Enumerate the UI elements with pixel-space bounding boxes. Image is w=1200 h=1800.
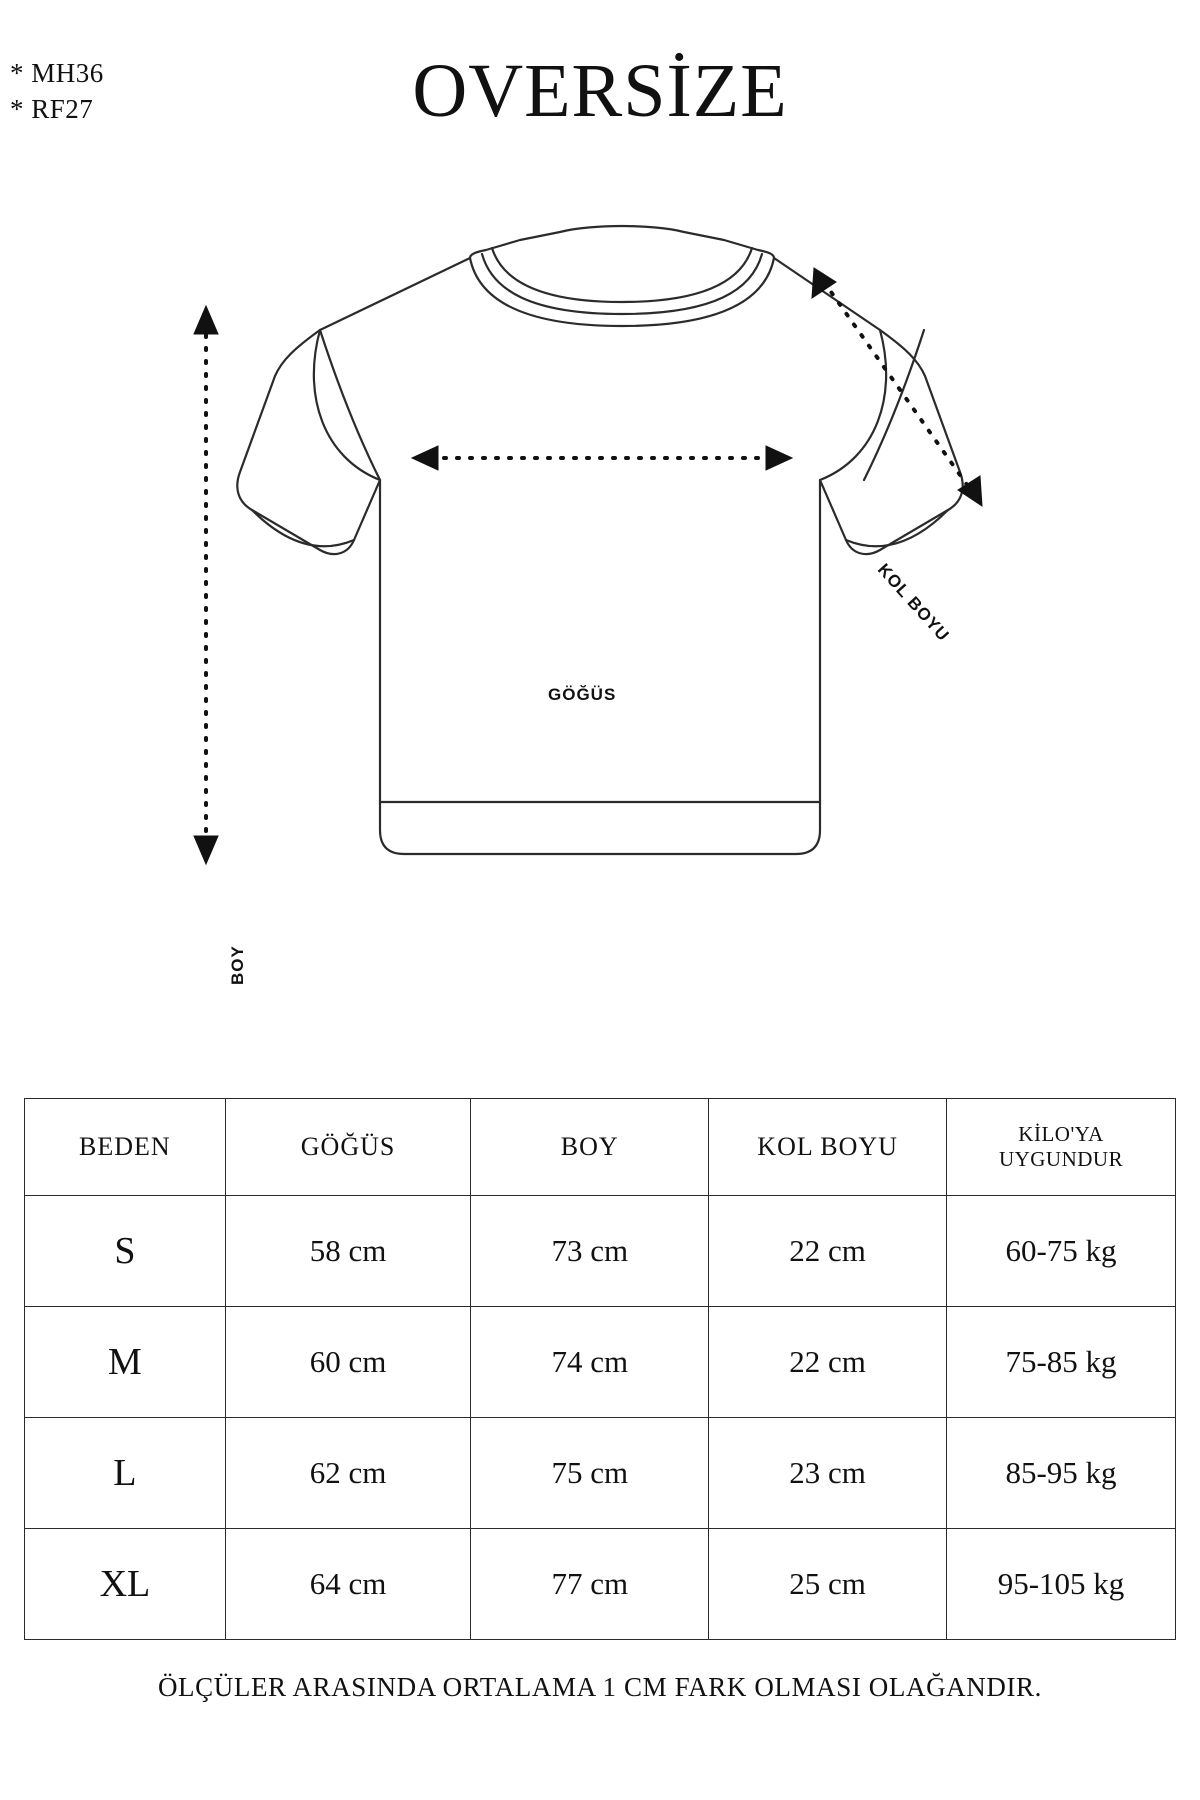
label-chest: GÖĞÜS (548, 685, 617, 704)
table-header-row (25, 1099, 1176, 1196)
cell-boy: 77 cm (471, 1529, 709, 1640)
tshirt-measurement-diagram (0, 210, 1200, 985)
cell-kol: 22 cm (709, 1307, 947, 1418)
table-row (25, 1529, 1176, 1640)
cell-boy: 75 cm (471, 1418, 709, 1529)
cell-beden: M (25, 1307, 226, 1418)
cell-kol: 23 cm (709, 1418, 947, 1529)
column-header-boy: BOY (471, 1099, 709, 1196)
cell-kol: 25 cm (709, 1529, 947, 1640)
table-row (25, 1307, 1176, 1418)
cell-boy: 74 cm (471, 1307, 709, 1418)
cell-gogus: 58 cm (225, 1196, 471, 1307)
label-length: BOY (228, 945, 247, 985)
cell-kilo: 85-95 kg (947, 1418, 1176, 1529)
page-title: OVERSİZE (412, 49, 788, 133)
column-header-kilo (947, 1099, 1176, 1196)
cell-beden: S (25, 1196, 226, 1307)
cell-kilo: 75-85 kg (947, 1307, 1176, 1418)
size-table-wrapper (24, 1098, 1176, 1640)
cell-kilo: 60-75 kg (947, 1196, 1176, 1307)
product-code-1: * MH36 (10, 58, 104, 88)
table-row (25, 1418, 1176, 1529)
cell-kilo: 95-105 kg (947, 1529, 1176, 1640)
measurement-note: ÖLÇÜLER ARASINDA ORTALAMA 1 CM FARK OLMASI OLAĞANDIR. (157, 1672, 1043, 1702)
column-header-gogus: GÖĞÜS (225, 1099, 471, 1196)
column-header-beden: BEDEN (25, 1099, 226, 1196)
cell-gogus: 60 cm (225, 1307, 471, 1418)
cell-boy: 73 cm (471, 1196, 709, 1307)
cell-beden: L (25, 1418, 226, 1529)
column-header-kilo-line1: KİLO'YA (1018, 1122, 1104, 1147)
label-sleeve: KOL BOYU (873, 560, 954, 646)
table-row (25, 1196, 1176, 1307)
cell-gogus: 64 cm (225, 1529, 471, 1640)
tshirt-svg (0, 210, 1200, 970)
product-code-2: * RF27 (10, 94, 94, 125)
column-header-kol-boyu: KOL BOYU (709, 1099, 947, 1196)
size-table (24, 1098, 1176, 1640)
cell-kol: 22 cm (709, 1196, 947, 1307)
cell-beden: XL (25, 1529, 226, 1640)
column-header-kilo-line2: UYGUNDUR (998, 1147, 1124, 1171)
cell-gogus: 62 cm (225, 1418, 471, 1529)
